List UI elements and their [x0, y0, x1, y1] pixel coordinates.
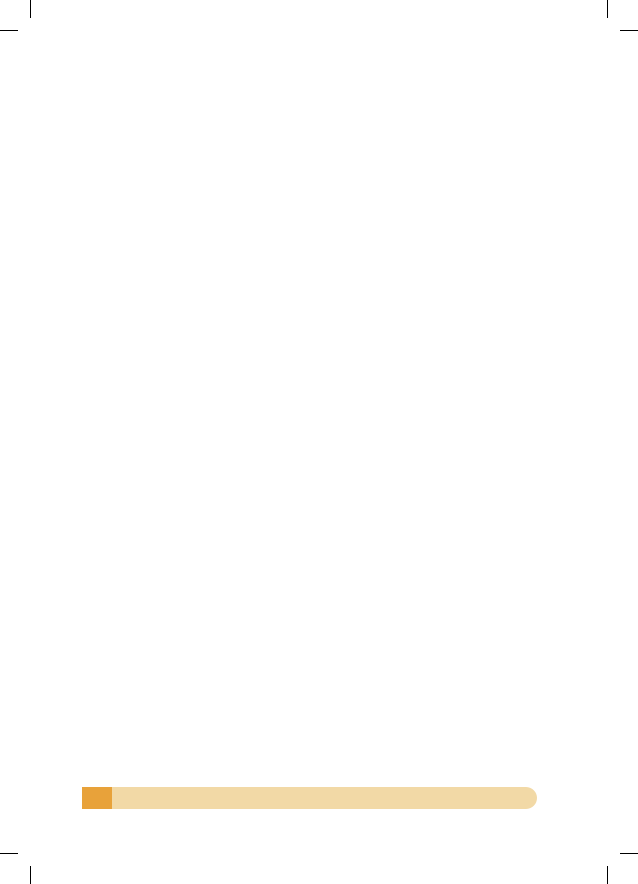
- crop-mark: [620, 30, 638, 31]
- crop-mark: [30, 866, 31, 884]
- crop-mark: [0, 30, 18, 31]
- crop-mark: [30, 0, 31, 18]
- crop-mark: [607, 0, 608, 18]
- crop-mark: [607, 866, 608, 884]
- crop-mark: [0, 853, 18, 854]
- page-number: [82, 787, 112, 809]
- footer-bar: [82, 787, 537, 809]
- crop-mark: [620, 853, 638, 854]
